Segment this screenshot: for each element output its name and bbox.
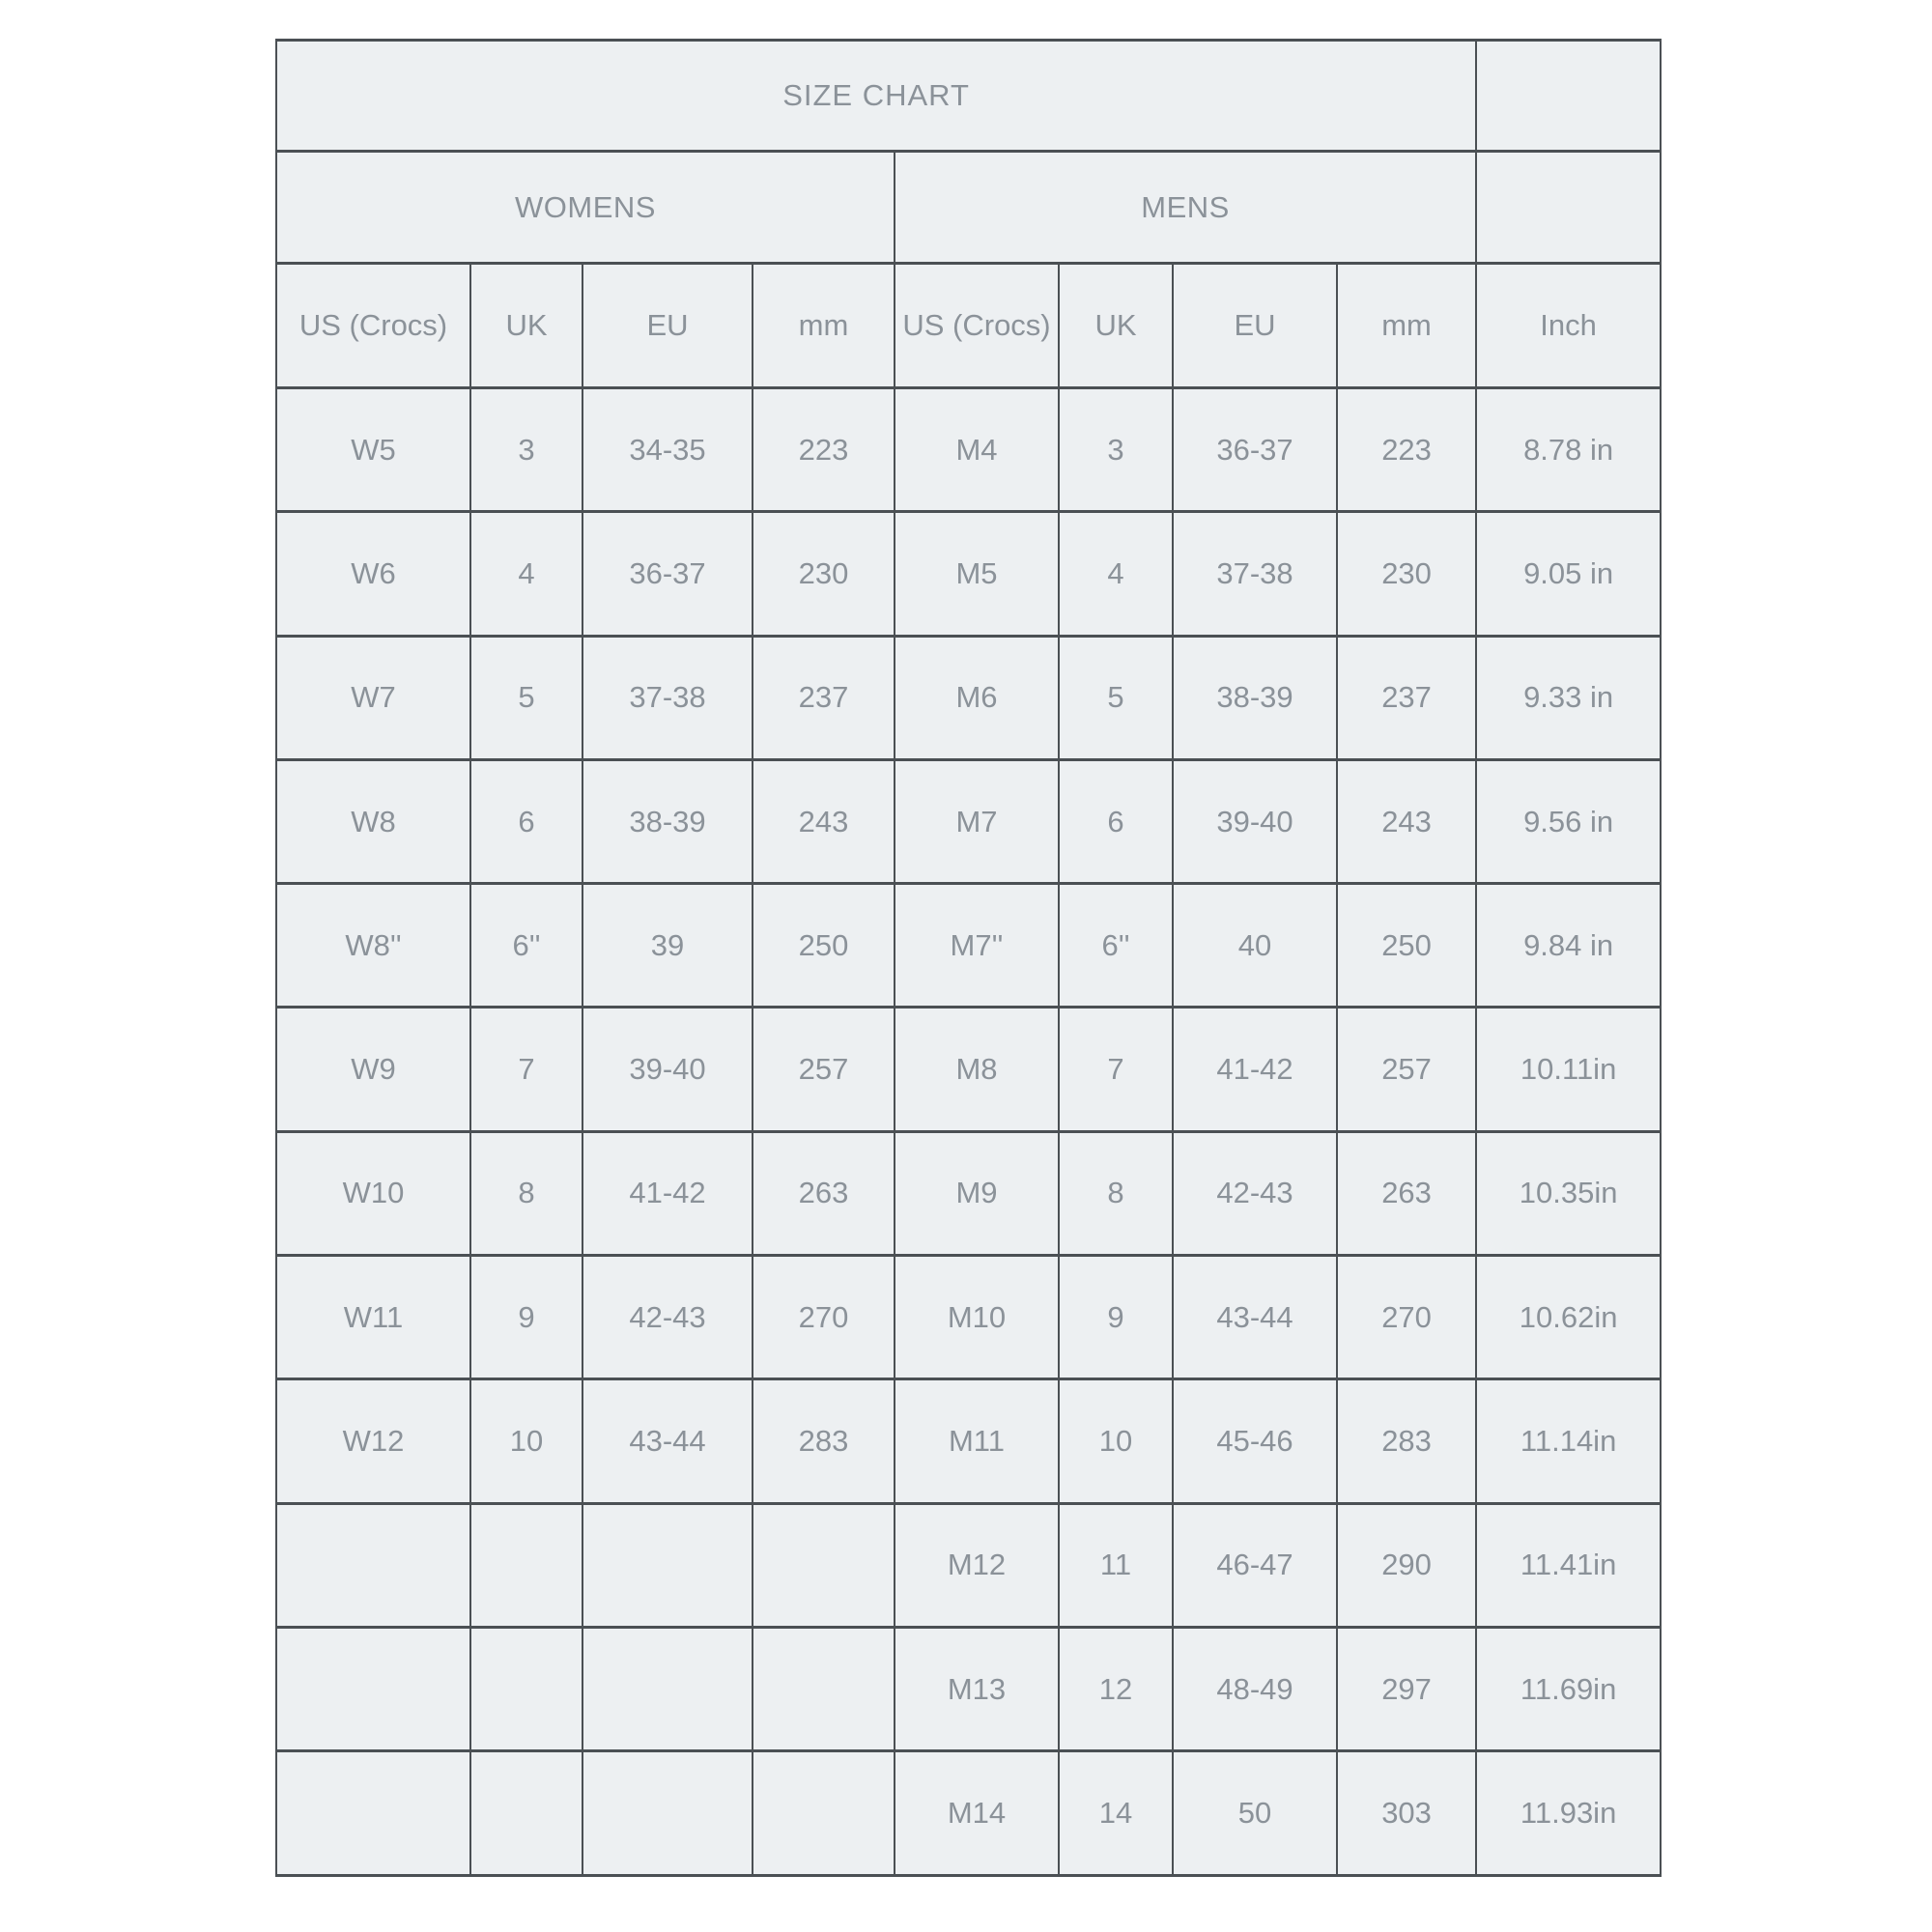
table-cell: 42-43 — [1173, 1131, 1337, 1255]
table-cell: 230 — [753, 512, 895, 636]
table-row — [276, 388, 1661, 512]
table-cell: 3 — [1059, 388, 1173, 512]
table-row — [276, 884, 1661, 1008]
table-cell: M4 — [895, 388, 1059, 512]
table-cell — [470, 1627, 582, 1750]
table-cell: M14 — [895, 1751, 1059, 1875]
table-cell: M10 — [895, 1256, 1059, 1379]
table-cell: 42-43 — [582, 1256, 753, 1379]
table-cell: 303 — [1337, 1751, 1476, 1875]
table-cell: 39-40 — [1173, 759, 1337, 883]
table-cell: 5 — [470, 636, 582, 759]
table-cell: 9.56 in — [1476, 759, 1661, 883]
table-cell: 257 — [753, 1008, 895, 1131]
table-cell: 37-38 — [1173, 512, 1337, 636]
table-cell: 9.84 in — [1476, 884, 1661, 1008]
col-header-mens-us: US (Crocs) — [895, 264, 1059, 388]
table-cell: W6 — [276, 512, 470, 636]
table-cell: 11.93in — [1476, 1751, 1661, 1875]
table-cell: 263 — [753, 1131, 895, 1255]
table-cell: 250 — [753, 884, 895, 1008]
table-cell: 297 — [1337, 1627, 1476, 1750]
table-cell: 250 — [1337, 884, 1476, 1008]
table-cell: M8 — [895, 1008, 1059, 1131]
empty-group-right-cell — [1476, 152, 1661, 264]
table-cell: W9 — [276, 1008, 470, 1131]
col-header-womens-eu: EU — [582, 264, 753, 388]
womens-group-header: WOMENS — [276, 152, 895, 264]
table-cell: 283 — [1337, 1379, 1476, 1503]
table-cell: 11.41in — [1476, 1503, 1661, 1627]
table-cell: 4 — [470, 512, 582, 636]
table-cell: 270 — [753, 1256, 895, 1379]
table-cell: W5 — [276, 388, 470, 512]
table-cell — [276, 1751, 470, 1875]
table-cell: M5 — [895, 512, 1059, 636]
table-row — [276, 1503, 1661, 1627]
table-cell: 7 — [1059, 1008, 1173, 1131]
size-chart-table — [275, 39, 1662, 1877]
table-cell: M11 — [895, 1379, 1059, 1503]
table-cell — [582, 1627, 753, 1750]
group-header-row — [276, 152, 1661, 264]
table-cell: 3 — [470, 388, 582, 512]
table-cell — [582, 1751, 753, 1875]
table-cell: 11 — [1059, 1503, 1173, 1627]
table-cell: 5 — [1059, 636, 1173, 759]
table-cell: 50 — [1173, 1751, 1337, 1875]
col-header-womens-us: US (Crocs) — [276, 264, 470, 388]
table-title: SIZE CHART — [276, 41, 1476, 152]
table-cell: 34-35 — [582, 388, 753, 512]
table-row — [276, 1379, 1661, 1503]
table-cell: 8 — [470, 1131, 582, 1255]
table-cell: 243 — [1337, 759, 1476, 883]
table-cell: 12 — [1059, 1627, 1173, 1750]
table-cell: 36-37 — [582, 512, 753, 636]
table-cell: 9 — [1059, 1256, 1173, 1379]
table-cell: 11.14in — [1476, 1379, 1661, 1503]
table-cell: 10.62in — [1476, 1256, 1661, 1379]
table-cell — [276, 1503, 470, 1627]
table-cell: 36-37 — [1173, 388, 1337, 512]
table-cell: 10 — [470, 1379, 582, 1503]
table-cell: M13 — [895, 1627, 1059, 1750]
table-cell: 237 — [1337, 636, 1476, 759]
title-row — [276, 41, 1661, 152]
table-cell: 14 — [1059, 1751, 1173, 1875]
table-cell: 37-38 — [582, 636, 753, 759]
table-row — [276, 759, 1661, 883]
table-row — [276, 512, 1661, 636]
table-cell: 230 — [1337, 512, 1476, 636]
table-cell — [470, 1751, 582, 1875]
table-cell: 270 — [1337, 1256, 1476, 1379]
table-cell: 9 — [470, 1256, 582, 1379]
table-row — [276, 1627, 1661, 1750]
col-header-mens-eu: EU — [1173, 264, 1337, 388]
table-cell: W10 — [276, 1131, 470, 1255]
col-header-womens-uk: UK — [470, 264, 582, 388]
table-cell: 38-39 — [1173, 636, 1337, 759]
table-cell: 48-49 — [1173, 1627, 1337, 1750]
table-cell: 10 — [1059, 1379, 1173, 1503]
table-cell: 38-39 — [582, 759, 753, 883]
table-cell: 4 — [1059, 512, 1173, 636]
column-header-row — [276, 264, 1661, 388]
table-cell — [753, 1627, 895, 1750]
table-cell — [582, 1503, 753, 1627]
table-row — [276, 1008, 1661, 1131]
table-cell — [753, 1503, 895, 1627]
table-cell: 39 — [582, 884, 753, 1008]
mens-group-header: MENS — [895, 152, 1476, 264]
table-cell: W12 — [276, 1379, 470, 1503]
table-cell: 6'' — [1059, 884, 1173, 1008]
table-cell — [276, 1627, 470, 1750]
table-cell: M7'' — [895, 884, 1059, 1008]
table-cell: 9.05 in — [1476, 512, 1661, 636]
table-cell: 43-44 — [582, 1379, 753, 1503]
table-cell — [470, 1503, 582, 1627]
table-cell: 11.69in — [1476, 1627, 1661, 1750]
table-cell: 6'' — [470, 884, 582, 1008]
table-cell — [753, 1751, 895, 1875]
table-cell: 43-44 — [1173, 1256, 1337, 1379]
table-cell: 46-47 — [1173, 1503, 1337, 1627]
table-cell: 6 — [470, 759, 582, 883]
table-cell: 257 — [1337, 1008, 1476, 1131]
table-cell: W8'' — [276, 884, 470, 1008]
table-cell: 41-42 — [1173, 1008, 1337, 1131]
table-cell: W8 — [276, 759, 470, 883]
table-cell: 283 — [753, 1379, 895, 1503]
size-table-body — [276, 388, 1661, 1876]
table-cell: 8 — [1059, 1131, 1173, 1255]
table-cell: W7 — [276, 636, 470, 759]
table-cell: 223 — [753, 388, 895, 512]
table-cell: 45-46 — [1173, 1379, 1337, 1503]
empty-top-right-cell — [1476, 41, 1661, 152]
table-cell: 7 — [470, 1008, 582, 1131]
table-cell: M6 — [895, 636, 1059, 759]
table-cell: 41-42 — [582, 1131, 753, 1255]
col-header-inch: Inch — [1476, 264, 1661, 388]
table-cell: M7 — [895, 759, 1059, 883]
table-cell: 39-40 — [582, 1008, 753, 1131]
table-cell: W11 — [276, 1256, 470, 1379]
col-header-mens-uk: UK — [1059, 264, 1173, 388]
table-row — [276, 1131, 1661, 1255]
table-cell: 263 — [1337, 1131, 1476, 1255]
table-cell: 290 — [1337, 1503, 1476, 1627]
table-row — [276, 1751, 1661, 1875]
table-cell: 8.78 in — [1476, 388, 1661, 512]
col-header-mens-mm: mm — [1337, 264, 1476, 388]
table-row — [276, 636, 1661, 759]
table-row — [276, 1256, 1661, 1379]
table-cell: 243 — [753, 759, 895, 883]
table-cell: 9.33 in — [1476, 636, 1661, 759]
table-cell: 10.35in — [1476, 1131, 1661, 1255]
table-cell: 223 — [1337, 388, 1476, 512]
col-header-womens-mm: mm — [753, 264, 895, 388]
table-cell: M12 — [895, 1503, 1059, 1627]
table-cell: M9 — [895, 1131, 1059, 1255]
table-cell: 237 — [753, 636, 895, 759]
table-cell: 40 — [1173, 884, 1337, 1008]
table-cell: 10.11in — [1476, 1008, 1661, 1131]
table-cell: 6 — [1059, 759, 1173, 883]
